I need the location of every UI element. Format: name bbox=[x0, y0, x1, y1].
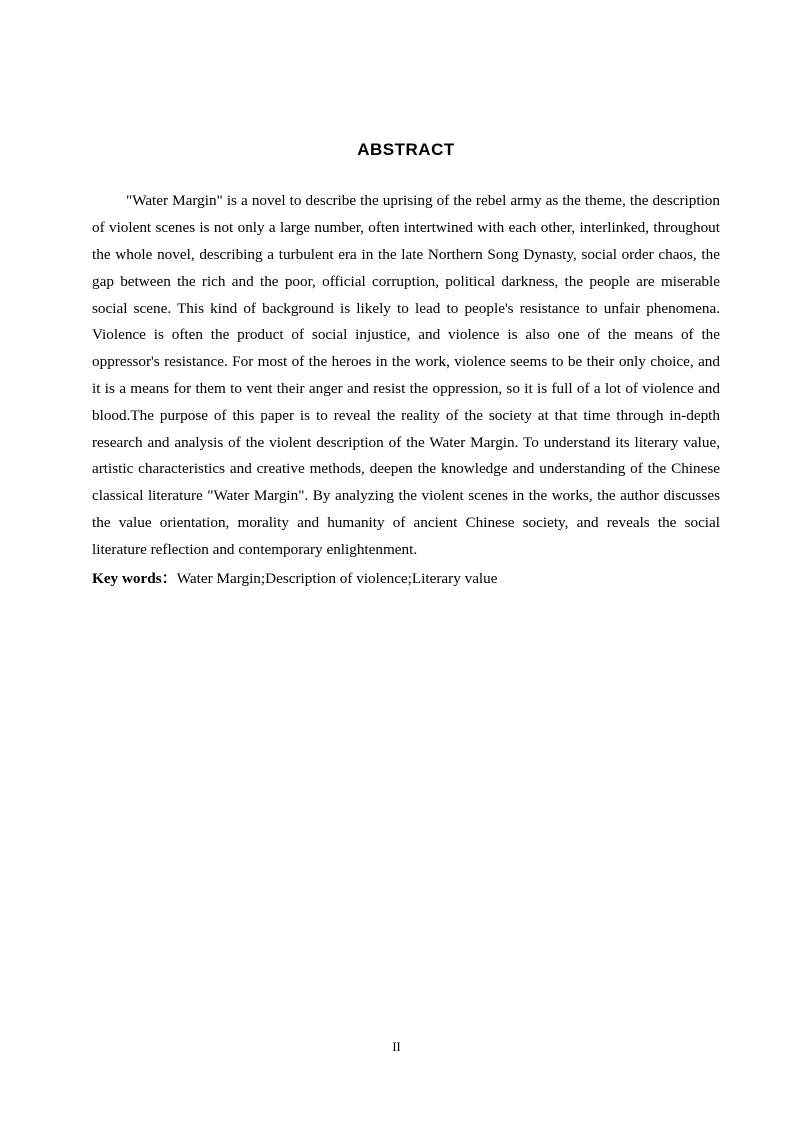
page-title: ABSTRACT bbox=[357, 140, 455, 159]
keywords-value: Water Margin;Description of violence;Literary value bbox=[176, 569, 498, 587]
page-number: II bbox=[392, 1040, 401, 1054]
abstract-paragraph: "Water Margin" is a novel to describe the uprising of the rebel army as the theme, the description of violent scenes is not only a large number, often intertwined with each other, interlinked, throughout the whole novel, describing a turbulent era in the late Northern Song Dynasty, social order chaos, the gap between the rich and the poor, official corruption, political darkness, the people are miserable social scene. This kind of background is likely to lead to people's resistance to unfair phenomena. Violence is often the product of social injustice, and violence is also one of the means of the oppressor's resistance. For most of the heroes in the work, violence seems to be their only choice, and it is a means for them to vent their anger and resist the oppression, so it is full of a lot of violence and blood.The purpose of this paper is to reveal the reality of the society at that time through in-depth research and analysis of the violent description of the Water Margin. To understand its literary value, artistic characteristics and creative methods, deepen the knowledge and understanding of the Chinese classical literature "Water Margin". By analyzing the violent scenes in the works, the author discusses the value orientation, morality and humanity of ancient Chinese society, and reveals the social literature reflection and contemporary enlightenment. bbox=[92, 192, 720, 558]
keywords-label: Key words： bbox=[92, 569, 177, 587]
page-content bbox=[92, 140, 720, 608]
keywords-line bbox=[92, 566, 720, 593]
